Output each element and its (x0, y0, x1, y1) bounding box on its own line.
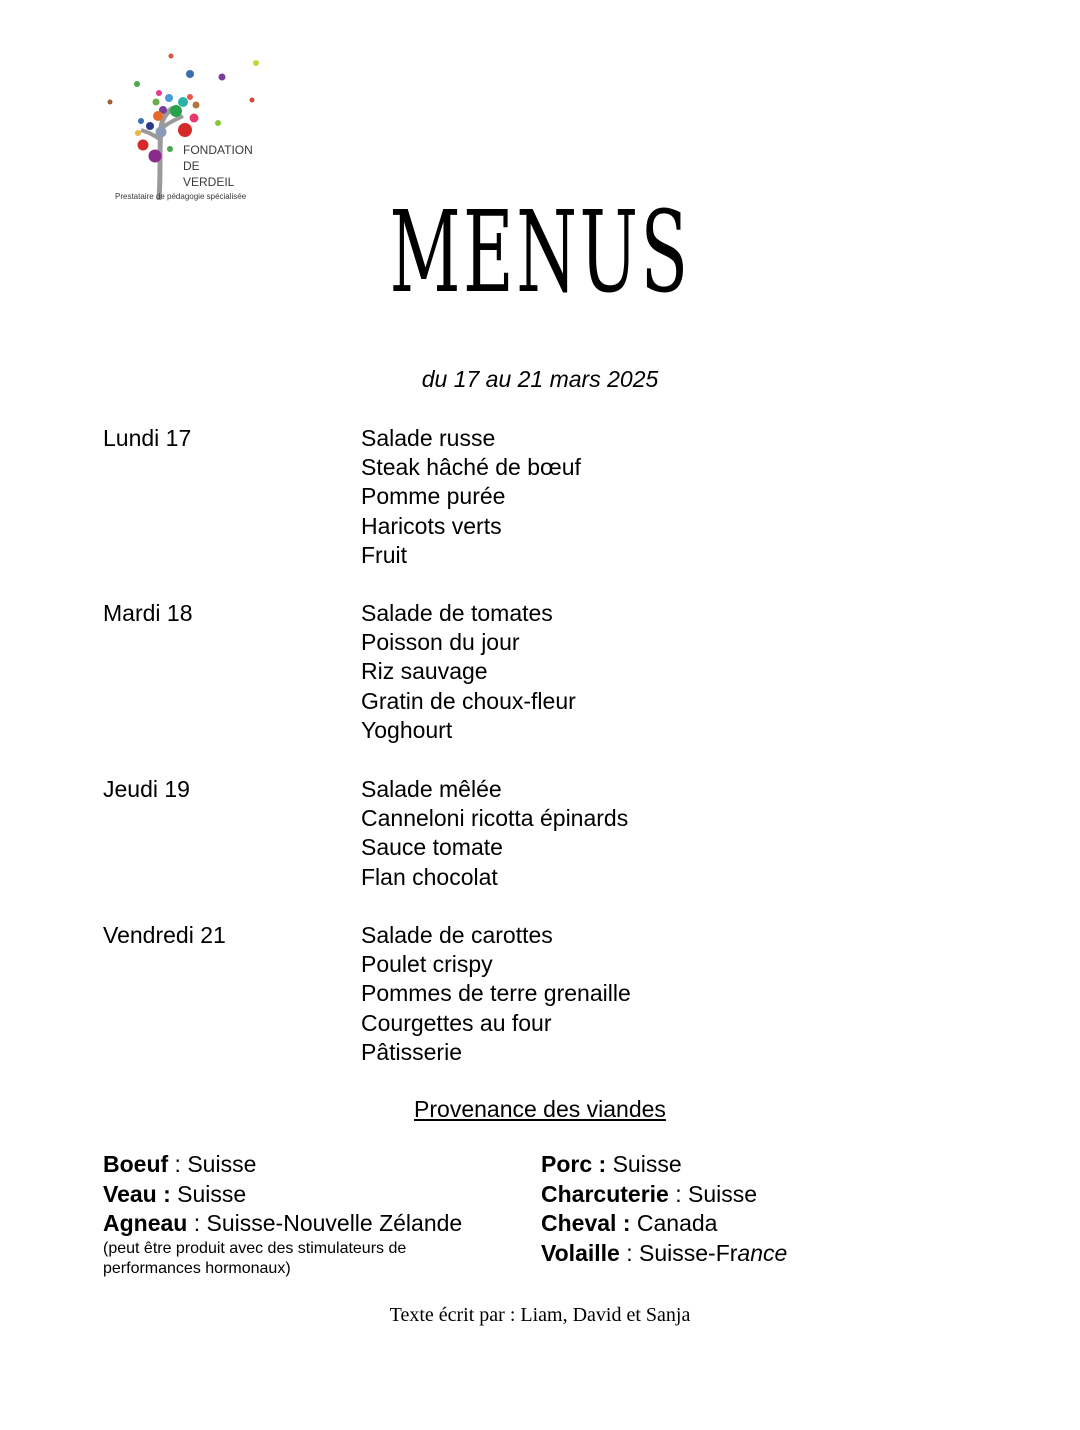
dish-list (361, 599, 576, 745)
dish-item: Steak hâché de bœuf (361, 454, 581, 481)
dish-item: Courgettes au four (361, 1009, 552, 1036)
meat-origin-italic: ance (737, 1239, 788, 1266)
author-credit: Texte écrit par : Liam, David et Sanja (389, 1304, 691, 1326)
meat-label: Veau : (103, 1180, 171, 1207)
meat-origin: Canada (636, 1210, 718, 1236)
meat-separator: : (619, 1239, 639, 1266)
dish-item: Salade mêlée (361, 776, 502, 802)
meat-origin: Suisse (612, 1151, 682, 1177)
logo-name (183, 142, 253, 190)
dish-item: Pâtisserie (361, 1038, 462, 1065)
dish-list (361, 775, 628, 892)
meat-origin: Suisse (688, 1180, 758, 1207)
dish-item: Salade de carottes (361, 922, 553, 948)
dish-item: Flan chocolat (361, 863, 498, 890)
meat-origin: Suisse-Fr (639, 1239, 738, 1266)
meat-origin-row (103, 1180, 462, 1210)
dish-item: Yoghourt (361, 716, 453, 743)
dish-item: Poulet crispy (361, 951, 493, 978)
dish-item: Salade de tomates (361, 600, 553, 626)
logo-line-3: VERDEIL (183, 175, 235, 189)
dish-item: Sauce tomate (361, 834, 503, 861)
logo-line-2: DE (183, 159, 200, 173)
meat-label: Charcuterie (541, 1180, 669, 1207)
logo-tagline: Prestataire de pédagogie spécialisée (115, 192, 247, 201)
dish-item: Poisson du jour (361, 629, 520, 656)
meat-origin: Suisse-Nouvelle Zélande (206, 1210, 463, 1236)
meat-separator: : (187, 1210, 207, 1236)
meat-origin-row (541, 1150, 787, 1180)
meat-label: Porc : (541, 1151, 607, 1177)
dish-item: Haricots verts (361, 512, 502, 539)
dish-item: Pomme purée (361, 483, 506, 510)
foundation-logo (103, 50, 265, 206)
meat-origin-heading: Provenance des viandes (414, 1096, 666, 1122)
meat-label: Boeuf (103, 1151, 169, 1177)
day-name: Jeudi 19 (103, 776, 190, 802)
page-title: MENUS (389, 188, 691, 318)
lamb-note-line-2: performances hormonaux) (103, 1259, 291, 1277)
day-name: Vendredi 21 (103, 922, 226, 948)
meat-origin: Suisse (187, 1151, 257, 1177)
dish-item: Canneloni ricotta épinards (361, 805, 629, 832)
dish-item: Gratin de choux-fleur (361, 687, 576, 714)
meat-separator: : (668, 1180, 688, 1207)
dish-item: Pommes de terre grenaille (361, 980, 631, 1007)
dish-list (361, 921, 631, 1067)
dish-item: Salade russe (361, 425, 496, 451)
meat-origin-row (541, 1239, 787, 1269)
day-name: Lundi 17 (103, 425, 192, 451)
logo-line-1: FONDATION (183, 143, 253, 157)
dish-item: Riz sauvage (361, 658, 488, 685)
dish-item: Fruit (361, 541, 407, 568)
meat-origin-left-column (103, 1150, 462, 1279)
meat-origin-row (541, 1209, 787, 1239)
meat-origin-row (103, 1150, 462, 1180)
meat-origin-row (541, 1180, 787, 1210)
meat-separator: : (168, 1151, 188, 1177)
day-name: Mardi 18 (103, 600, 193, 626)
meat-label: Volaille (541, 1239, 620, 1266)
meat-origin: Suisse (177, 1180, 247, 1207)
date-range: du 17 au 21 mars 2025 (421, 366, 659, 392)
meat-origin-row (103, 1209, 462, 1239)
meat-label: Agneau (103, 1210, 188, 1236)
dish-list (361, 424, 581, 570)
meat-label: Cheval : (541, 1210, 631, 1236)
lamb-note-line-1: (peut être produit avec des stimulateurs de (103, 1239, 407, 1257)
meat-origin-right-column (541, 1150, 787, 1268)
